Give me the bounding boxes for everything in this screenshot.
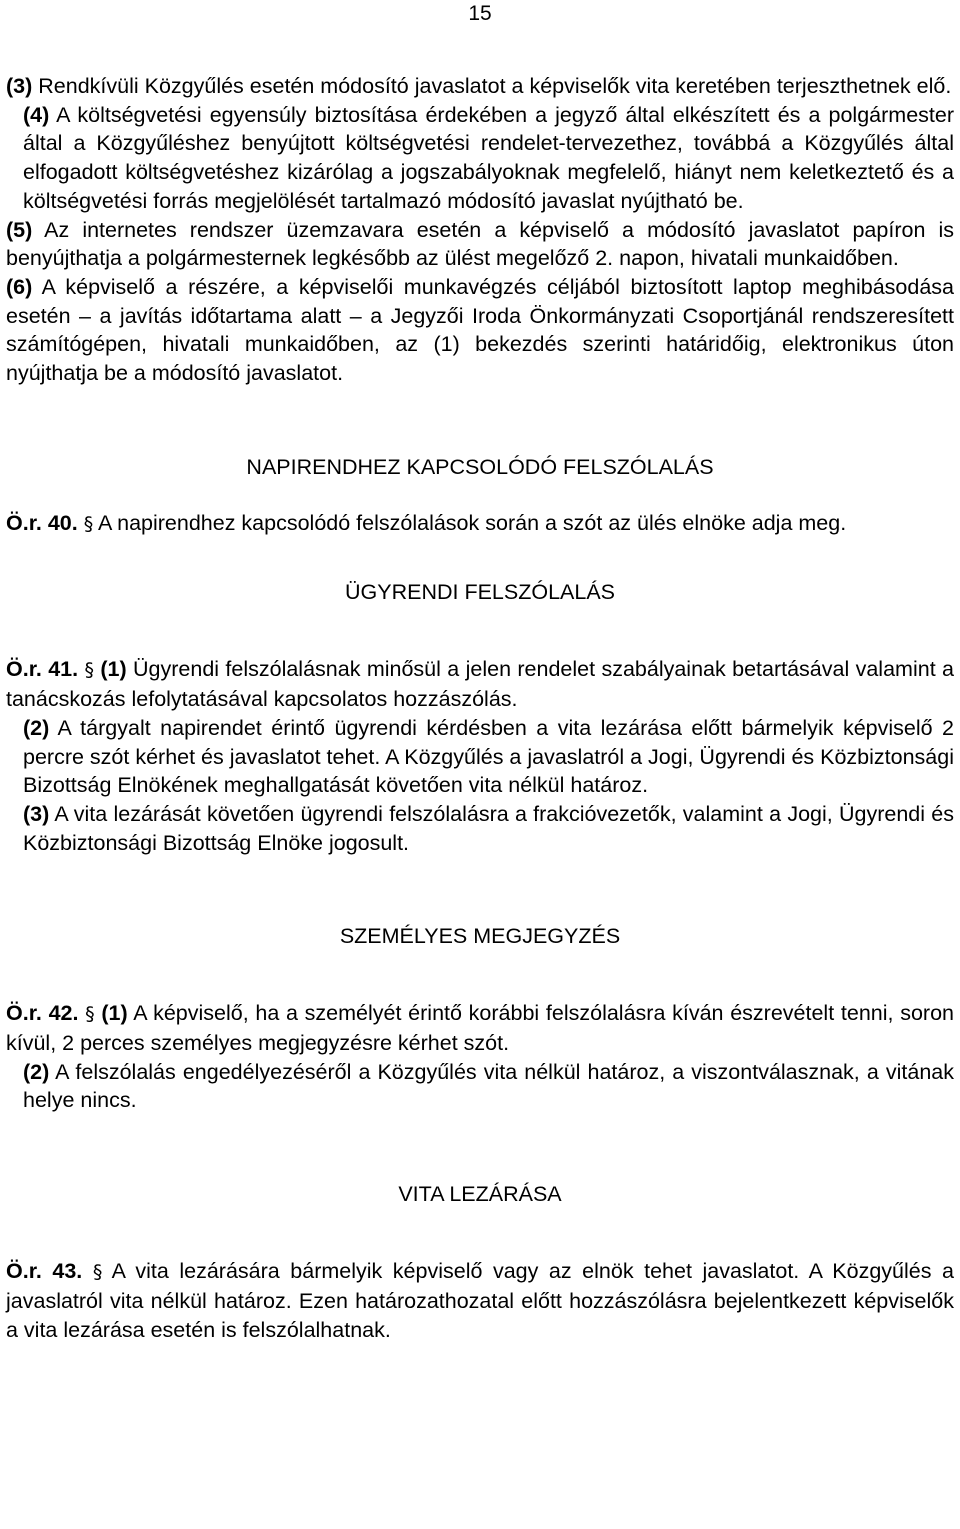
document-body xyxy=(6,72,954,1344)
section-40 xyxy=(6,509,954,539)
page-number: 15 xyxy=(468,2,492,25)
section-heading-42: SZEMÉLYES MEGJEGYZÉS xyxy=(339,924,621,949)
article-40-text: Ö.r. 40. § A napirendhez kapcsolódó felszólalások során a szót az ülés elnöke adja meg. xyxy=(6,510,847,535)
article-42-p2: (2) A felszólalás engedélyezéséről a Közgyűlés vita nélkül határoz, a viszontválasznak, a vitának helye nincs. xyxy=(23,1059,954,1113)
section-symbol: § xyxy=(92,1261,103,1284)
article-42-p1: Ö.r. 42. § (1) A képviselő, ha a személyét érintő korábbi felszólalásra kíván észrevételt tenni, soron kívül, 2 perces személyes megjegyzésre kérhet szót. xyxy=(6,1001,954,1056)
article-41-p1: Ö.r. 41. § (1) Ügyrendi felszólalásnak minősül a jelen rendelet szabályainak betartásával valamint a tanácskozás lefolytatásával kapcsolatos hozzászólás. xyxy=(6,657,954,712)
article-41-p2: (2) A tárgyalt napirendet érintő ügyrendi kérdésben a vita lezárása előtt bármelyik képviselő 2 percre szót kérhet és javaslatot tehet. A Közgyűlés a javaslatról a Jogi, Ügyrendi és Közbiztonsági Bizottság Elnökének meghallgatását követően vita nélkül határoz. xyxy=(23,715,954,798)
section-symbol: § xyxy=(83,512,94,535)
paragraph-3: (3) Rendkívüli Közgyűlés esetén módosító javaslatot a képviselők vita keretében terjeszthetnek elő. xyxy=(6,74,952,98)
paragraph-4: (4) A költségvetési egyensúly biztosítása érdekében a jegyző által elkészített és a polgármester által a Közgyűléshez benyújtott költségvetési rendelet-tervezethez, továbbá a Közgyűlés által elfogadott költségvetéshez kizárólag a jogszabályoknak megfelelő, hiányt nem keletkeztető és a költségvetési forrás megjelölését tartalmazó módosító javaslat nyújtható be. xyxy=(23,102,954,213)
article-number: Ö.r. 43. xyxy=(6,1259,83,1284)
section-heading-41: ÜGYRENDI FELSZÓLALÁS xyxy=(344,580,616,605)
paragraph-group-top xyxy=(6,72,954,388)
section-symbol: § xyxy=(84,659,94,682)
section-heading-40: NAPIRENDHEZ KAPCSOLÓDÓ FELSZÓLALÁS xyxy=(246,454,714,479)
article-number: Ö.r. 41. xyxy=(6,657,79,682)
article-43-text: Ö.r. 43. § A vita lezárására bármelyik képviselő vagy az elnök tehet javaslatot. A Közgyűlés a javaslatról vita nélkül határoz. Ezen határozathozatal előtt hozzászólásra bejelentkezett képviselők a vita lezárása esetén is felszólalhatnak. xyxy=(6,1259,954,1342)
section-41 xyxy=(6,655,954,857)
article-number: Ö.r. 42. xyxy=(6,1001,79,1026)
section-43 xyxy=(6,1257,954,1344)
paragraph-5: (5) Az internetes rendszer üzemzavara esetén a képviselő a módosító javaslatot papíron is benyújthatja a polgármesternek legkésőbb az ülést megelőző 2. napon, hivatali munkaidőben. xyxy=(6,217,954,271)
article-41-p3: (3) A vita lezárását követően ügyrendi felszólalásra a frakcióvezetők, valamint a Jogi, Ügyrendi és Közbiztonsági Bizottság Elnöke jogosult. xyxy=(23,801,954,855)
section-symbol: § xyxy=(85,1003,95,1026)
paragraph-6: (6) A képviselő a részére, a képviselői munkavégzés céljából biztosított laptop meghibásodása esetén – a javítás időtartama alatt – a Jegyzői Iroda Önkormányzati Csoportjánál rendszeresített számítógépen, hivatali munkaidőben, az (1) bekezdés szerinti határidőig, elektronikus úton nyújthatja be a módosító javaslatot. xyxy=(6,274,954,386)
section-heading-43: VITA LEZÁRÁSA xyxy=(398,1182,562,1207)
section-42 xyxy=(6,999,954,1115)
article-number: Ö.r. 40. xyxy=(6,510,78,535)
